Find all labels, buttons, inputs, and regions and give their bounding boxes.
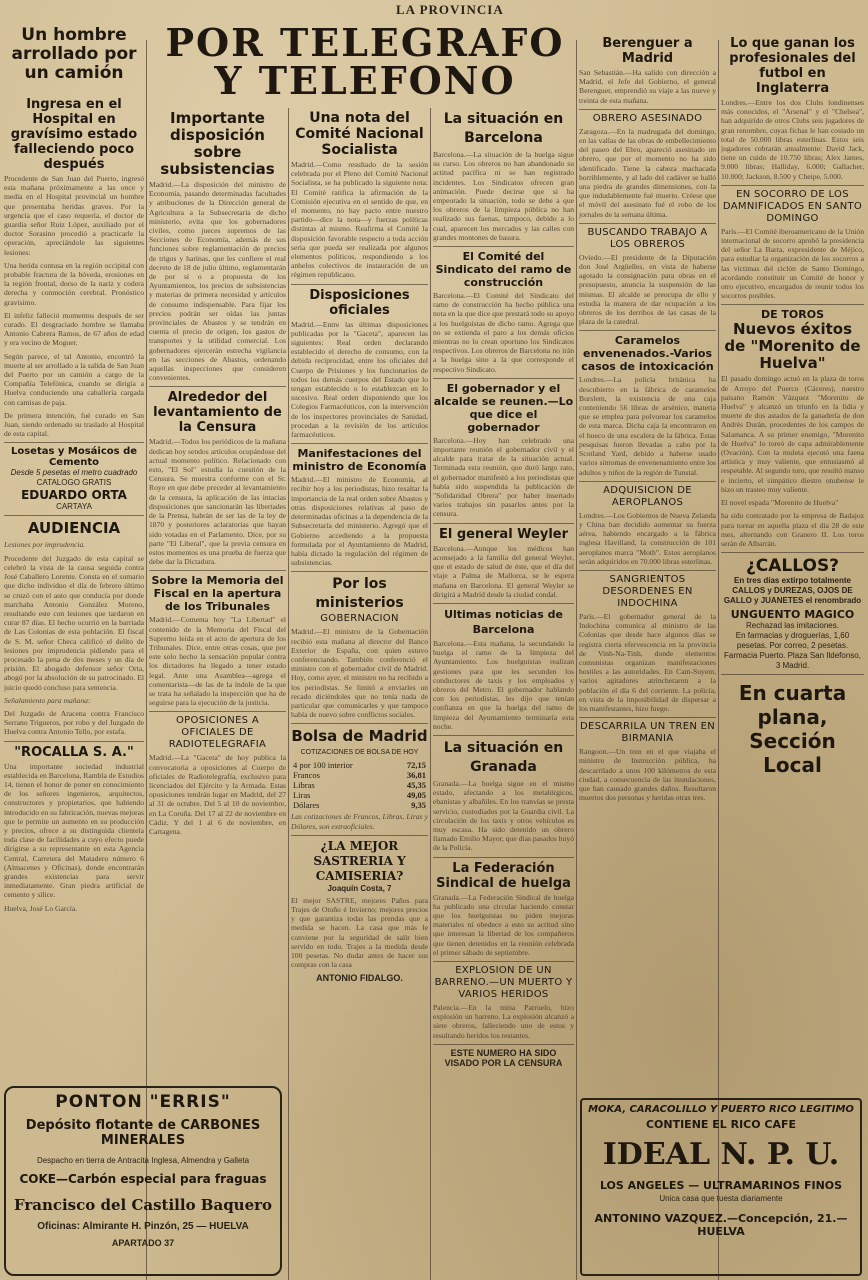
article-body: El pasado domingo actuó en la plaza de toros de Arroyo del Puerco (Cáceres), nuestro paisano Ramón Vázquez "Morenito de Huelva" y alcanzó un triunfo en la lidia y muerte de dos astados de la ganadería de don Andrés Durán, procedentes de los campos de Salamanca. A su primer enemigo, "Morenito de Huelva" lo toreó de capa admirablemente (Ovación). Con la muleta ejecutó una faena artística y muy valiente, que entusiasmó al respetable. Al segundo toro, que resultó manso e incierto, el simpático diestro onubense le hizo un trasteo muy valiente.	[721, 374, 864, 494]
ad-line: En tres días extirpo totalmente CALLOS y DUREZAS, OJOS DE GALLO y JUANETES el renombrado	[723, 576, 862, 606]
article-body: Madrid.—Todos los periódicos de la mañana dedican hoy sendos artículos ocupándose del actual momento político. Relacionado con esto, "El Sol" estudia la cuestión de la Censura. Se muestra conforme con el Sr. Royo en que debe preceder al levantamiento de la censura, la aplicación de las intacias disposiciones que sancionarán las libertades de la Prensa, habrán de ser las de la ley de 1870 y posteriores aclaratorias que hayan sido votadas en el Parlamento. Dice, por su parte "El Liberal", que la previa censura en estos momentos es una prueba de fuerza que debe dar la Dictadura.	[149, 437, 286, 567]
ad-box: APARTADO 37	[111, 1238, 175, 1248]
ad-line: CONTIENE EL RICO CAFE	[645, 1118, 797, 1131]
ad-name: Francisco del Castillo Baquero	[13, 1196, 273, 1214]
article-headline: Sobre la Memoria del Fiscal en la apertura de los Tribunales	[151, 574, 284, 614]
article-body: París.—El gobernador general de la Indochina comunica al ministro de las Colonias que desde hace algunos días se registra cierta efervescencia en la provincia de Vinh-Na-Tinh, donde elementos comunistas organizan manifestaciones hostiles a las autoridades. En Cam-Suyem, varios agitadores atrincheraron a la población el día 6 del corriente. La policía, en vista de la imposibilidad de dispersar a los manifestantes, hizo fuego.	[579, 611, 716, 713]
article-body: Madrid.—Comenta hoy "La Libertad" el contenido de la Memoria del Fiscal del Supremo leída en el acto de apertura de los Tribunales. Dice, entre otras cosas, que por este solo hecho la sensación popular contra los dictadores ha llegado a tener estado legal. Ante una Asamblea—agrega el comentarista—de las de la índole de la que se trata ha señalado la inspección que ha de seguirse para la ejecución de la justicia.	[149, 615, 286, 708]
table-row: Dólares 9,35	[293, 800, 426, 811]
ad-address: Oficinas: Almirante H. Pinzón, 25 — HUELVA	[37, 1221, 249, 1232]
ad-sastre-name: ANTONIO FIDALGO.	[316, 973, 403, 984]
article-headline: Una nota del Comité Nacional Socialista	[295, 110, 424, 158]
ad-line: Rechazad las imitaciones.	[746, 621, 839, 631]
article-body: San Sebastián.—Ha salido con dirección a Madrid, el Jefe del Gobierno, el general Berenguer, emprendió su viaje a las nueve y treinta de esta mañana.	[579, 68, 716, 105]
ad-line: MOKA, CARACOLILLO Y PUERTO RICO LEGITIMO	[588, 1104, 854, 1115]
article-body: Barcelona.—Hoy han celebrado una importante reunión el gobernador civil y el alcalde para tratar de la situación actual. Terminada esta reunión, que duró largo rato, el gobernador manifestó a los periodistas que había sido suspendida la publicación de "Solidaridad Obrera" por haber insertado varios trabajos sin pasarlos antes por la censura.	[433, 435, 574, 519]
article-body: Procedente del Juzgado de esta capital se celebró la vista de la causa seguida contra José Caballero Lorente. Consta en el sumario que dicho individuo el día de febrero último se cruzó con el auto que conducía por donde marchaba Antonio González Moreno, resultando este con lesiones que tardaron en curar 87 días. El hecho ocurrió en la barriada de Las Colonias de esta población. El fiscal de S. M. señor Checa calificó el delito de lesiones por imprudencia pidiendo para el procesado la pena de dos meses y un día de prisión. El abogado defensor señor Orta, abogó por la absolución de su patrocinado. El juicio quedó concluso para sentencia.	[4, 553, 144, 692]
banner-headline	[150, 20, 580, 103]
article-headline: Alrededor del levantamiento de la Censura	[153, 390, 282, 436]
article-body: Madrid.—La "Gaceta" de hoy publica la convocatoria a oposiciones al Cuerpo de oficiales de Radiotelegrafía, exclusivo para licenciados del Ejército y la Armada. Estas oposiciones tendrán lugar en Madrid, del 27 al 31 de octubre. Del 5 al 10 de noviembre, en La Coruña. Del 17 al 22 de noviembre en Cádiz. Y del 1 al 6 de noviembre, en Cartagena.	[149, 753, 286, 836]
article-body: ha sido contratado por la empresa de Badajoz para torear en aquella plaza el día 28 de este mes, alternando con Granero II. Los toros serán de Albarrán.	[721, 511, 864, 548]
article-body: Rangoon.—Un tren en el que viajaba el ministro de Instrucción pública, ha descarrilado a unos 100 kilómetros de esta ciudad, a consecuencia de las inundaciones, que han causado grandes daños. Resultaron muertos dos personas y heridas otras tres.	[579, 747, 716, 803]
ad-name: IDEAL N. P. U.	[602, 1137, 840, 1172]
table-row: 4 por 100 interior 72,15	[293, 760, 426, 771]
ad-city: CARTAYA	[56, 502, 92, 512]
section-audiencia: AUDIENCIA	[27, 519, 121, 538]
article-body: Madrid.—La disposición del ministro de Economía, pasando determinadas facultades y atribuciones de la Dirección general de Agricultura a la Subsecretaría de dicho ministerio, evita que los gobernadores civiles, como jueces supremos de las Secciones de Economía, además de sus funciones sobre reglamentación de precios de trigos y harinas, que les confiere el real decreto de 18 de julio último, reglamentarán de por sí o a propuesta de los Ayuntamientos, los precios de subsistencias y materias de primera necesidad y artículos de consumo indispensable. Para fijar los precios podrán ser oídas las juntas provinciales de Abastos y se tendrán en cuenta el precio de origen, los gastos de transportes y la utilidad comercial. Los gobernadores ejercerán estrecha vigilancia en las secciones de Abastos, ordenando aquellas inspecciones que consideren convenientes.	[149, 180, 286, 383]
article-headline: OPOSICIONES A OFICIALES DE RADIOTELEGRAFIA	[168, 715, 267, 751]
ad-name: EDUARDO ORTA	[21, 488, 127, 503]
banner-line-2: Y TELEFONO	[214, 58, 516, 103]
article-body: Londres.—La policía británica ha descubierto en la fábrica de caramelos Burslem, la existencia de una caja conteniendo 56 libras de arsénico, materia que se emplea para polvorear los caramelos de esta marca. Dicha caja la encontraron en el hueco de una escalera de la fábrica. Estas pesquisas fueron llevadas a cabo por la Scotland Yard, debido a haberse usado varios síntomas de envenenamiento entre los adultos y niños de la región de Tunstal.	[579, 375, 716, 477]
article-headline: Por los ministerios	[315, 576, 404, 612]
article-body: Palencia.—En la mina Parruelo, hizo explosión un barreno. La explosión alcanzó a siete obreros, falleciendo uno de estos y resultando heridos los restantes.	[433, 1002, 574, 1040]
article-headline: El gobernador y el alcalde se reunen.—Lo que dice el gobernador	[433, 381, 574, 434]
article-headline: El general Weyler	[438, 526, 569, 542]
article-headline: Nuevos éxitos de "Morenito de Huelva"	[724, 320, 861, 373]
article-body: Zaragoza.—En la madrugada del domingo, en las vallas de las obras de embellecimiento del paseo del Ebro, apareció asesinado un obrero, que por el momento no ha sido identificado. Tiene la cabeza machacada horriblemente, y al lado del cadáver se halló una piedra de grandes dimensiones, con la que indudablemente fué muerto. Créese que el móvil del asesinato fué el robo de los jornales de la semana última.	[579, 126, 716, 219]
bolsa-headline: Bolsa de Madrid	[291, 727, 428, 746]
ad-rocalla-body: Una importante sociedad industrial establecida en Barcelona, Rambla de Estudios 14, tienen el honor de poner en conocimiento de los señores ingenieros, arquitectos, constructores y propietarios, que habiendo introducido en su fabricación, nuevas mejoras que le permite un aumento en su producción y precios, ofrece a su distinguida clientela toda clase de facilidades a cuyo efecto puede dirigirse a su representante en esta Agencia Central, Carretera del Matadero número 6 (Almacenes y Oficinas), donde encontrarán grandes existencias para servir inmediatamente. Gran piedra artificial de cemento y sílice.	[4, 761, 144, 900]
article-body: Granada.—La huelga sigue en el mismo estado, afectando a los metalúrgicos, ebanistas y albañiles. En los tranvías se presta servicio, custodiados por la Guardia civil. La circulación de los taxis y otros vehículos es muy escasa. Ha sido detenido un obrero llamado Emilio Mayor, que días pasados huyó de la Policía.	[433, 778, 574, 853]
article-body: Barcelona.—Aunque los médicos han aconsejado a la familia del general Weyler, que el estado de salud de éste, que el día del viaje a Palma de Mallorca, se le espera mañana en Barcelona. El general Weyler se dirigirá a Madrid desde la ciudad condal.	[433, 543, 574, 599]
ad-sastre-body: El mejor SASTRE, mejores Paños para Trajes de Otoño é Invierno; mejores precios y que garantiza todas las prendas que a medida se hacen. La casa que más le conviene por la seguridad de salir bien servido en todo. Trajes a la medida desde 100 pesetas. No dudar antes de hacer sus compras con la casa	[291, 895, 428, 970]
ad-rocalla-sign: Huelva, José Lo García.	[4, 903, 78, 913]
column-4	[433, 110, 574, 1272]
article-body: El infeliz falleció momentos después de ser curado. El desgraciado hombre se llamaba Antonio Cabrera Ramos, de 67 años de edad y era vecino de Moguer.	[4, 310, 144, 348]
article-headline: Caramelos envenenados.-Varios casos de intoxicación	[581, 334, 714, 374]
article-body: Madrid.—El ministro de Economía, al recibir hoy a los periodistas, hizo resaltar la importancia de la real orden sobre Abastos y otras disposiciones relativas al paso de determinadas oficinas a la dependencia de la Subsecretaría del ministerio. Agregó que el Gobierno accediendo a la propuesta formulada por el Ayuntamiento de Madrid, había dictado la regulación del régimen de subsistencias.	[291, 475, 428, 568]
article-headline: ADQUISICION DE AEROPLANOS	[603, 484, 692, 508]
ad-title: PONTON "ERRIS"	[55, 1092, 231, 1112]
ad-callos	[721, 556, 864, 671]
article-body: Una herida contusa en la región occipital con probable fractura de la bóveda, erosiones en la región frontal, dorso de la nariz y codera derecha y conmoción cerebral. Pronóstico gravísimo.	[4, 260, 144, 307]
article-body: Barcelona.—Esta mañana, la secundando la huelga el ramo de la limpieza del Ayuntamiento. Los huelguistas realizan gestiones para que les secunden los conductores de taxis y los empleados y obreros del Metro. El gobernador hablando con los periodistas, les dijo que tenían confianza en que la huelga del ramo de limpieza del Ayuntamiento terminaría esta noche.	[433, 638, 574, 731]
article-headline: Manifestaciones del ministro de Economía	[292, 447, 427, 474]
ad-losetas	[4, 446, 144, 512]
ad-line: Despacho en tierra de Antracita Inglesa, Almendra y Galleta	[36, 1156, 250, 1165]
article-headline: Disposiciones oficiales	[309, 287, 410, 318]
article-body: Granada.—La Federación Sindical de huelga ha publicado una circular haciendo constar que los huelguistas no piden mejoras materiales ni obedece a esto su actitud sino que interesan la libertad de los compañeros que tienen detenidos en la reunión celebrada el primer sábado de septiembre.	[433, 892, 574, 957]
column-3	[291, 110, 428, 1272]
bolsa-table	[291, 760, 428, 810]
article-headline: Lo que ganan los profesionales del futbol en Inglaterra	[729, 36, 856, 96]
article-body: Oviedo.—El presidente de la Diputación don José Argüelles, en vista de haberse agotado la consignación para obras en el presupuesto, anuncia la suspensión de las mismas. El alcalde se preocupa de ello y estudia la manera de dar ocupación a los obreros de los derribos de las casas de la plaza de la catedral.	[579, 252, 716, 327]
article-subhead: El novel espada "Morenito de Huelva"	[721, 498, 839, 508]
article-headline: Ultimas noticias de Barcelona	[444, 607, 563, 636]
article-body: Procedente de San Juan del Puerto, ingresó esta mañana próximamente a las once y media en el Hospital provincial un hombre que presentaba heridas graves. Por la urgencia que el caso requería, el doctor de guardia señor Ruiz López, auxiliado por el doctor Sorasino procedió a practicarle la operación, apreciándole las siguientes lesiones:	[4, 174, 144, 257]
column-rule	[718, 40, 719, 1280]
column-5	[579, 36, 716, 1086]
column-2	[149, 110, 286, 1080]
article-headline: OBRERO ASESINADO	[592, 112, 703, 124]
censorship-notice: ESTE NUMERO HA SIDO VISADO POR LA CENSURA	[444, 1047, 563, 1068]
article-headline: Un hombre arrollado por un camión	[11, 26, 137, 83]
table-row: Francos 36,81	[293, 770, 426, 781]
cuarta-plana-notice: En cuarta plana, Sección Local	[738, 681, 847, 778]
column-rule	[576, 40, 577, 1280]
table-row: Libras 45,35	[293, 780, 426, 791]
table-row: Liras 49,05	[293, 790, 426, 801]
ad-title: ¿CALLOS?	[745, 556, 840, 577]
article-body: Barcelona.—El Comité del Sindicato del ramo de construcción ha hecho pública una nota en la que dice que prestará todo su apoyo a los huelguistas de dicho ramo. Agrega que no se extienda el paro a los demás oficios mientras no lo crean oportuno los Sindicatos respectivos. Los obreros de Barcelona no irán a la huelga sino a la que corresponde el respectivo Sindicato.	[433, 291, 574, 374]
article-headline: BUSCANDO TRABAJO A LOS OBREROS	[587, 226, 708, 250]
ad-line: En farmacias y droguerías, 1,60 pesetas. Por correo, 2 pesetas.	[735, 631, 850, 651]
column-rule	[288, 108, 289, 1280]
article-body: Madrid.—Entre las últimas disposiciones publicadas por la "Gaceta", aparecen las siguientes: Real orden declarando establecido el derecho de consumo, con la debida reciprocidad, entre los oficiales del Cuerpo de Prisiones y los funcionarios de todos los demás cuerpos del Estado que lo tengan establecido o lo establezcan en lo sucesivo. Real orden disponiendo que los Colegios Farmacéuticos, con la intervención de los inspectores provinciales de Sanidad, procedan a la revisión de los artículos farmacéuticos.	[291, 319, 428, 440]
ad-line: CATALOGO GRATIS	[36, 478, 112, 488]
article-body: Madrid.—El ministro de la Gobernación recibió esta mañana al director del Banco Exterior de España, con quien estuvo conferenciando. También conferenció el ministro con el gobernador civil de Madrid. Hoy, como ayer, el ministro no ha recibido a los periodistas. Se limitó a enviarles un recado diciéndoles que no tenía nada de particular que comunicarles y que tampoco había de nuevo sobre conflictos sociales.	[291, 627, 428, 720]
banner-line-1: POR TELEGRAFO	[165, 20, 565, 65]
article-body: Del Juzgado de Aracena contra Francisco Serrano Trigueros, por robo y del Juzgado de Huelva contra Antonio Tello, por estafa.	[4, 708, 144, 737]
column-6	[721, 36, 864, 1086]
article-headline: EN SOCORRO DE LOS DAMNIFICADOS EN SANTO DOMINGO	[722, 188, 863, 224]
article-headline: EXPLOSION DE UN BARRENO.—UN MUERTO Y VARIOS HERIDOS	[434, 964, 573, 1000]
ad-line: Farmacia Puerto. Plaza San Ildefonso, 3 Madrid.	[724, 651, 861, 671]
article-headline: Berenguer a Madrid	[602, 36, 693, 66]
ad-line: Unica casa que tuesta diariamente	[659, 1194, 783, 1203]
article-headline: DESCARRILA UN TREN EN BIRMANIA	[580, 721, 715, 745]
column-rule	[430, 108, 431, 1280]
article-subhead: GOBERNACION	[320, 613, 399, 625]
ad-line: COKE—Carbón especial para fraguas	[19, 1172, 267, 1186]
article-headline: La Federación Sindical de huelga	[436, 860, 571, 891]
article-body: Según parece, el tal Antonio, encontró la muerte al ser arrollado a la salida de San Juan del Puerto por un camión a cargo de la Compañía Telefónica, cuando se dirigía a Huelva conduciendo una caballería cargada con camisas de paja.	[4, 351, 144, 407]
ad-title: Losetas y Mosáicos de Cemento	[10, 446, 138, 469]
article-body: De primera intención, fué curado en San Juan, siendo ordenado su traslado al Hospital de esta capital.	[4, 410, 144, 439]
ad-line: Depósito flotante de CARBONES MINERALES	[25, 1118, 261, 1148]
ad-ideal-npu	[580, 1098, 862, 1276]
article-headline: La situación en Granada	[443, 739, 564, 775]
bolsa-subhead: COTIZACIONES DE BOLSA DE HOY	[300, 749, 419, 757]
ad-owner: ANTONINO VAZQUEZ.—Concepción, 21.—HUELVA	[594, 1212, 848, 1238]
article-subhead: Señalamiento para mañana:	[4, 695, 91, 705]
ad-shop: LOS ANGELES — ULTRAMARINOS FINOS	[599, 1179, 843, 1192]
ad-sastre-address: Joaquín Costa, 7	[327, 883, 392, 893]
article-body: Londres.—Entre los dos Clubs londinenses más conocidos, el "Arsenal" y el "Chelsea", han adquirido de otros Clubs seis jugadores de gran renombre, cuyas fichas le han costado un total de 50.000 libras esterlinas. Estos seis jugadores cobrarán anualmente: David Jack, tiene un cuido de 10.750 libras; Alex James, 9.000 libras; Halliday, 6.000; Gallacher, 10.000; Jackson, 8.500 y Cheipe, 5.000.	[721, 98, 864, 181]
article-subhead: Lesiones por imprudencia.	[4, 540, 86, 550]
masthead: LA PROVINCIA	[396, 2, 504, 17]
ad-name: UNGUENTO MAGICO	[730, 608, 855, 622]
article-body: Madrid.—Como resultado de la sesión celebrada por el Pleno del Comité Nacional Socialista, se ha publicado la siguiente nota: El Comité ratifica la afirmación de la Comisión ejecutiva en el sentido de que, en el momento, no hay pacto entre nuestro partido—dice la nota—y fuerzas políticas distintas al mismo. Reafirma el Comité la disposición favorable respecto a toda acción seria que pueda ser realizada por algunos elementos políticos, respondiendo a los anhelos colectivos de instauración de un régimen republicano.	[291, 160, 428, 280]
article-headline: El Comité del Sindicato del ramo de construcción	[435, 250, 572, 290]
ad-line: Desde 5 pesetas el metro cuadrado	[10, 468, 138, 478]
ad-sastre-title: ¿LA MEJOR SASTRERIA Y CAMISERIA?	[313, 838, 406, 883]
article-body: Londres.—Los Gobiernos de Nueva Zelanda y China han decidido aumentar su fuerza aérea, habiendo encargado a la fábrica inglesa Havilland, la construcción de 101 aeroplanos marca "Moth". Estos aeroplanos serán adquiridos en 70.000 libras esterlinas.	[579, 510, 716, 566]
article-body: París.—El Comité iberoamericano de la Unión internacional de socorro aprobó la presidencia del señor La Barra, expresidente de Méjico, para estudiar la organización de los socorros a las víctimas del ciclón de Santo Domingo, acordando constituir un Comité de honor y otro ejecutivo, encargados de reunir todos los socorros posibles.	[721, 226, 864, 301]
article-headline: SANGRIENTOS DESORDENES EN INDOCHINA	[602, 573, 693, 609]
bolsa-note: Las cotizaciones de Francos, Libras, Liras y Dólares, son extraoficiales.	[291, 812, 428, 831]
article-subhead: Ingresa en el Hospital en gravísimo estado falleciendo poco después	[10, 97, 138, 172]
article-headline: La situación en Barcelona	[443, 111, 564, 146]
section-toros: DE TOROS	[760, 308, 825, 322]
ad-ponton-erris	[4, 1086, 282, 1276]
ad-rocalla-title: "ROCALLA S. A."	[14, 744, 134, 760]
article-body: Barcelona.—La situación de la huelga sigue su curso. Los obreros no han abandonado su actitud pacífica ni se han registrado incidentes. Los Sindicatos ofrecen gran animación. Puede decirse que si ha empeorado la situación, todo se debe a que los obreros de la limpieza pública no han realizado sus faenas, tampoco, debido a lo cual, aparecen los mercados y las calles con grandes montones de basura.	[433, 150, 574, 242]
article-headline: Importante disposición sobre subsistencias	[160, 110, 275, 178]
